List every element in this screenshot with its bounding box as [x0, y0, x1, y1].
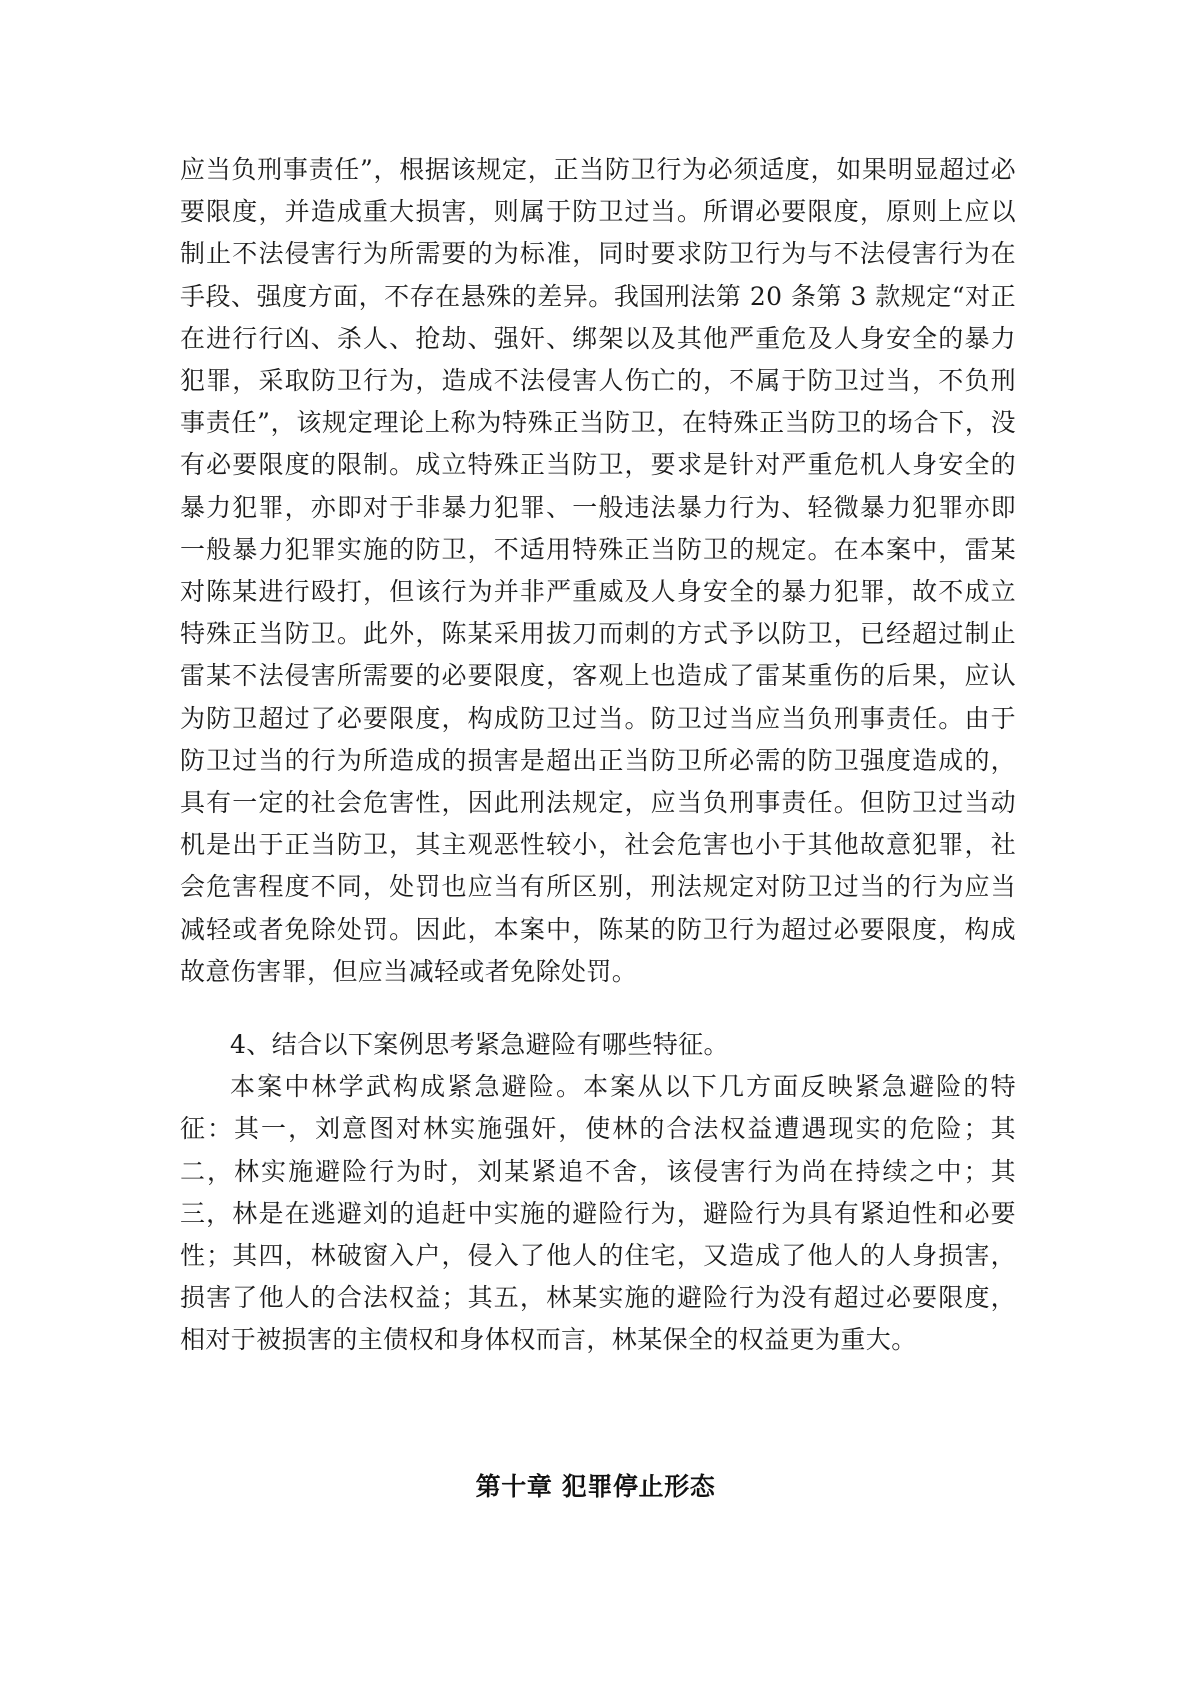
answer-paragraph: 本案中林学武构成紧急避险。本案从以下几方面反映紧急避险的特征：其一，刘意图对林实施强奸，使林的合法权益遭遇现实的危险；其二，林实施避险行为时，刘某紧追不舍，该侵害行为尚在持续之中；其三，林是在逃避刘的追赶中实施的避险行为，避险行为具有紧迫性和必要性；其四，林破窗入户，侵入了他人的住宅，又造成了他人的人身损害，损害了他人的合法权益；其五，林某实施的避险行为没有超过必要限度，相对于被损害的主债权和身体权而言，林某保全的权益更为重大。 — [180, 1072, 1016, 1355]
chapter-heading: 第十章 犯罪停止形态 — [475, 1472, 716, 1501]
continued-paragraph: 应当负刑事责任”，根据该规定，正当防卫行为必须适度，如果明显超过必要限度，并造成重大损害，则属于防卫过当。所谓必要限度，原则上应以制止不法侵害行为所需要的为标准，同时要求防卫行为与不法侵害行为在手段、强度方面，不存在悬殊的差异。我国刑法第 20 条第 3 款规定“对正在进行行凶、杀人、抢劫、强奸、绑架以及其他严重危及人身安全的暴力犯罪，采取防卫行为，造成不法侵害人伤亡的，不属于防卫过当，不负刑事责任”，该规定理论上称为特殊正当防卫，在特殊正当防卫的场合下，没有必要限度的限制。成立特殊正当防卫，要求是针对严重危机人身安全的暴力犯罪，亦即对于非暴力犯罪、一般违法暴力行为、轻微暴力犯罪亦即一般暴力犯罪实施的防卫，不适用特殊正当防卫的规定。在本案中，雷某对陈某进行殴打，但该行为并非严重威及人身安全的暴力犯罪，故不成立特殊正当防卫。此外，陈某采用拔刀而刺的方式予以防卫，已经超过制止雷某不法侵害所需要的必要限度，客观上也造成了雷某重伤的后果，应认为防卫超过了必要限度，构成防卫过当。防卫过当应当负刑事责任。由于防卫过当的行为所造成的损害是超出正当防卫所必需的防卫强度造成的，具有一定的社会危害性，因此刑法规定，应当负刑事责任。但防卫过当动机是出于正当防卫，其主观恶性较小，社会危害也小于其他故意犯罪，社会危害程度不同，处罚也应当有所区别，刑法规定对防卫过当的行为应当减轻或者免除处罚。因此，本案中，陈某的防卫行为超过必要限度，构成故意伤害罪，但应当减轻或者免除处罚。 — [180, 155, 1016, 986]
question-section — [180, 1024, 1016, 1362]
question-title: 4、结合以下案例思考紧急避险有哪些特征。 — [230, 1030, 729, 1059]
